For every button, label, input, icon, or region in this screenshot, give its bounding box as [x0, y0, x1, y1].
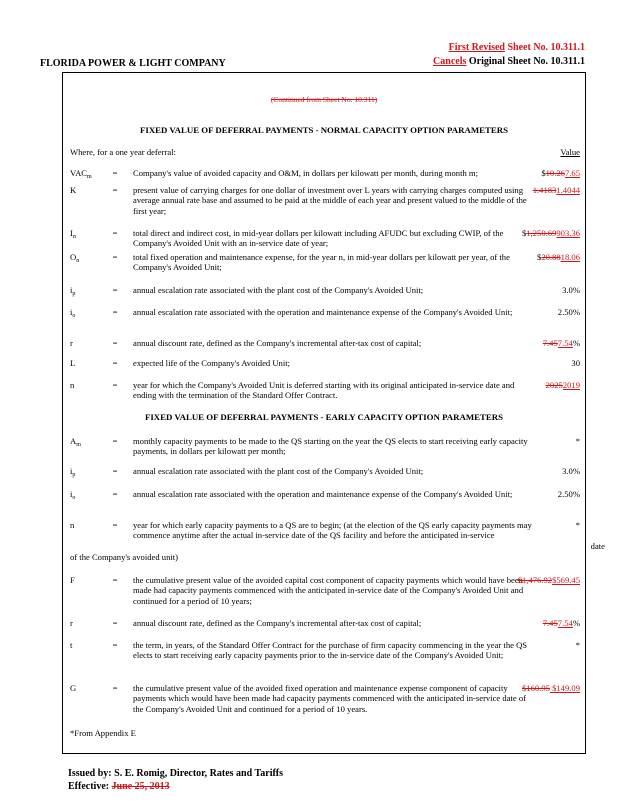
param-symbol: n: [70, 520, 75, 530]
value-header: Value: [560, 147, 580, 157]
value-new: $569.45: [552, 575, 580, 585]
param-symbol: G: [70, 683, 77, 693]
param-description: annual escalation rate associated with the plant cost of the Company's Avoided Unit;: [133, 466, 424, 476]
param-symbol: L: [70, 358, 76, 368]
original-sheet-number: Original Sheet No. 10.311.1: [466, 56, 585, 67]
effective-line: [68, 781, 170, 792]
value-new: 7.54: [557, 338, 573, 348]
param-symbol: $O_n$: [70, 252, 80, 264]
param-value: *: [575, 520, 580, 530]
param-value: [518, 575, 580, 585]
equals-sign: =: [112, 228, 118, 238]
param-extra-line: of the Company's avoided unit): [70, 552, 178, 562]
param-symbol: n: [70, 380, 75, 390]
value-new: 7.65: [564, 168, 580, 178]
appendix-note: *From Appendix E: [70, 728, 136, 738]
equals-sign: =: [112, 683, 118, 693]
value-old: 7.45: [542, 338, 558, 348]
value-old: 2025: [545, 380, 563, 390]
equals-sign: =: [112, 575, 118, 585]
section1-title: FIXED VALUE OF DEFERRAL PAYMENTS - NORMAL CAPACITY OPTION PARAMETERS: [140, 125, 508, 135]
param-value: [543, 338, 580, 348]
value-new: 2019: [562, 380, 580, 390]
param-value: [522, 228, 580, 238]
effective-date: June 25, 2013: [111, 781, 170, 792]
equals-sign: =: [112, 380, 118, 390]
param-symbol: t: [70, 640, 73, 650]
issued-by: Issued by: S. E. Romig, Director, Rates and Tariffs: [68, 768, 284, 779]
revised-label: First Revised: [448, 42, 505, 53]
value-prefix: $: [521, 228, 527, 238]
value-old: 7.45: [542, 618, 558, 628]
equals-sign: =: [112, 358, 118, 368]
value-suffix: %: [572, 618, 580, 628]
param-symbol: r: [70, 338, 73, 348]
param-description: annual discount rate, defined as the Company's incremental after-tax cost of capital;: [133, 338, 422, 348]
param-symbol: $i_p$: [70, 285, 76, 297]
continued-note: (Continued from Sheet No. 10.311): [270, 95, 378, 104]
param-symbol: $A_m$: [70, 436, 81, 448]
value-old: 1.4183: [532, 185, 557, 195]
param-symbol: K: [70, 185, 77, 195]
equals-sign: =: [112, 285, 118, 295]
param-description: expected life of the Company's Avoided Unit;: [133, 358, 290, 368]
param-description: the cumulative present value of the avoided fixed operation and maintenance expense component of capacity payments which would have been made had capacity payments commenced with the anticipated in-service date of the Company's Avoided Unit and continued for a period of 10 years.: [133, 683, 527, 714]
param-symbol: $i_o$: [70, 307, 76, 319]
param-value: [543, 618, 580, 628]
param-subscript: n: [72, 234, 76, 240]
param-value: [541, 168, 580, 178]
param-symbol: $I_n$: [70, 228, 76, 240]
sheet-revision-line: [449, 42, 585, 54]
param-description: year for which early capacity payments to a QS are to begin; (at the election of the QS early capacity payments may commence anytime after the actual in-service date of the QS facility and before the anticipated in-service: [133, 520, 532, 541]
param-subscript: o: [72, 495, 76, 501]
param-symbol: $i_o$: [70, 489, 76, 501]
equals-sign: =: [112, 252, 118, 262]
param-value: [537, 252, 580, 262]
param-description: the term, in years, of the Standard Offer Contract for the purchase of firm capacity commencing in the year the QS elects to start receiving early capacity payments prior to the in-service date of the Company's Avoided Unit;: [133, 640, 528, 661]
param-value: 3.0%: [562, 285, 580, 295]
equals-sign: =: [112, 436, 118, 446]
param-description: total fixed operation and maintenance expense, for the year n, in mid-year dollars per kilowatt per year, of the Company's Avoided Unit;: [133, 252, 510, 273]
equals-sign: =: [112, 185, 118, 195]
param-description: annual escalation rate associated with the operation and maintenance expense of the Company's Avoided Unit;: [133, 307, 513, 317]
param-description: the cumulative present value of the avoided capital cost component of capacity payments which would have been made had capacity payments commenced with the anticipated in-service date of the Company's Avoided Unit and continued for a period of 10 years;: [133, 575, 524, 606]
param-description: annual discount rate, defined as the Company's incremental after-tax cost of capital;: [133, 618, 422, 628]
equals-sign: =: [112, 489, 118, 499]
value-new: 18.06: [560, 252, 580, 262]
sheet-number: Sheet No. 10.311.1: [505, 42, 585, 53]
param-subscript: m: [87, 174, 92, 180]
param-value: 3.0%: [562, 466, 580, 476]
param-value: 2.50%: [557, 489, 580, 499]
param-symbol: F: [70, 575, 75, 585]
value-old: 1,250.69: [526, 228, 557, 238]
value-old: 20.88: [541, 252, 561, 262]
value-new: $149.09: [549, 683, 580, 693]
param-value: 2.50%: [557, 307, 580, 317]
param-subscript: n: [76, 258, 80, 264]
param-subscript: p: [72, 291, 76, 297]
value-new: 7.54: [557, 618, 573, 628]
param-value: [546, 380, 580, 390]
value-prefix: $: [541, 168, 546, 178]
param-extra-right: date: [590, 541, 605, 551]
param-description: present value of carrying charges for one dollar of investment over L years with carrying charges computed using average annual rate base and assumed to be paid at the middle of each year and present valued to the middle of the first year;: [133, 185, 527, 216]
equals-sign: =: [112, 466, 118, 476]
param-description: total direct and indirect cost, in mid-year dollars per kilowatt including AFUDC but excluding CWIP, of the Company's Avoided Unit with an in-service date of year;: [133, 228, 504, 249]
equals-sign: =: [112, 640, 118, 650]
param-value: 30: [571, 358, 580, 368]
param-description: annual escalation rate associated with the operation and maintenance expense of the Company's Avoided Unit;: [133, 489, 513, 499]
equals-sign: =: [112, 618, 118, 628]
param-subscript: m: [76, 442, 81, 448]
cancels-label: Cancels: [433, 56, 467, 67]
param-value: [522, 683, 580, 693]
section2-title: FIXED VALUE OF DEFERRAL PAYMENTS - EARLY CAPACITY OPTION PARAMETERS: [144, 412, 504, 422]
value-new: 1.4044: [556, 185, 580, 195]
param-symbol: r: [70, 618, 73, 628]
value-old: $160.95: [521, 683, 550, 693]
equals-sign: =: [112, 168, 118, 178]
sheet-cancels-line: [433, 56, 585, 68]
param-subscript: p: [72, 472, 76, 478]
equals-sign: =: [112, 520, 118, 530]
param-description: monthly capacity payments to be made to the QS starting on the year the QS elects to start receiving early capacity payments, in dollars per kilowatt per month;: [133, 436, 528, 457]
param-description: annual escalation rate associated with the plant cost of the Company's Avoided Unit;: [133, 285, 424, 295]
company-name: FLORIDA POWER & LIGHT COMPANY: [40, 58, 226, 69]
param-symbol: $i_p$: [70, 466, 76, 478]
equals-sign: =: [112, 338, 118, 348]
param-value: *: [575, 436, 580, 446]
value-old: $1,476.92: [517, 575, 553, 585]
value-old: 10.26: [545, 168, 565, 178]
value-suffix: %: [572, 338, 580, 348]
equals-sign: =: [112, 307, 118, 317]
effective-label: Effective:: [68, 781, 112, 792]
param-value: [533, 185, 580, 195]
param-subscript: o: [72, 313, 76, 319]
param-symbol: $VAC_m$: [70, 168, 92, 180]
param-description: Company's value of avoided capacity and O&M, in dollars per kilowatt per month, during month m;: [133, 168, 478, 178]
value-prefix: $: [537, 252, 542, 262]
param-description: year for which the Company's Avoided Unit is deferred starting with its original anticipated in-service date and ending with the termination of the Standard Offer Contract.: [133, 380, 515, 401]
value-new: 903.36: [556, 228, 580, 238]
param-value: *: [575, 640, 580, 650]
section1-intro: Where, for a one year deferral:: [70, 147, 176, 157]
